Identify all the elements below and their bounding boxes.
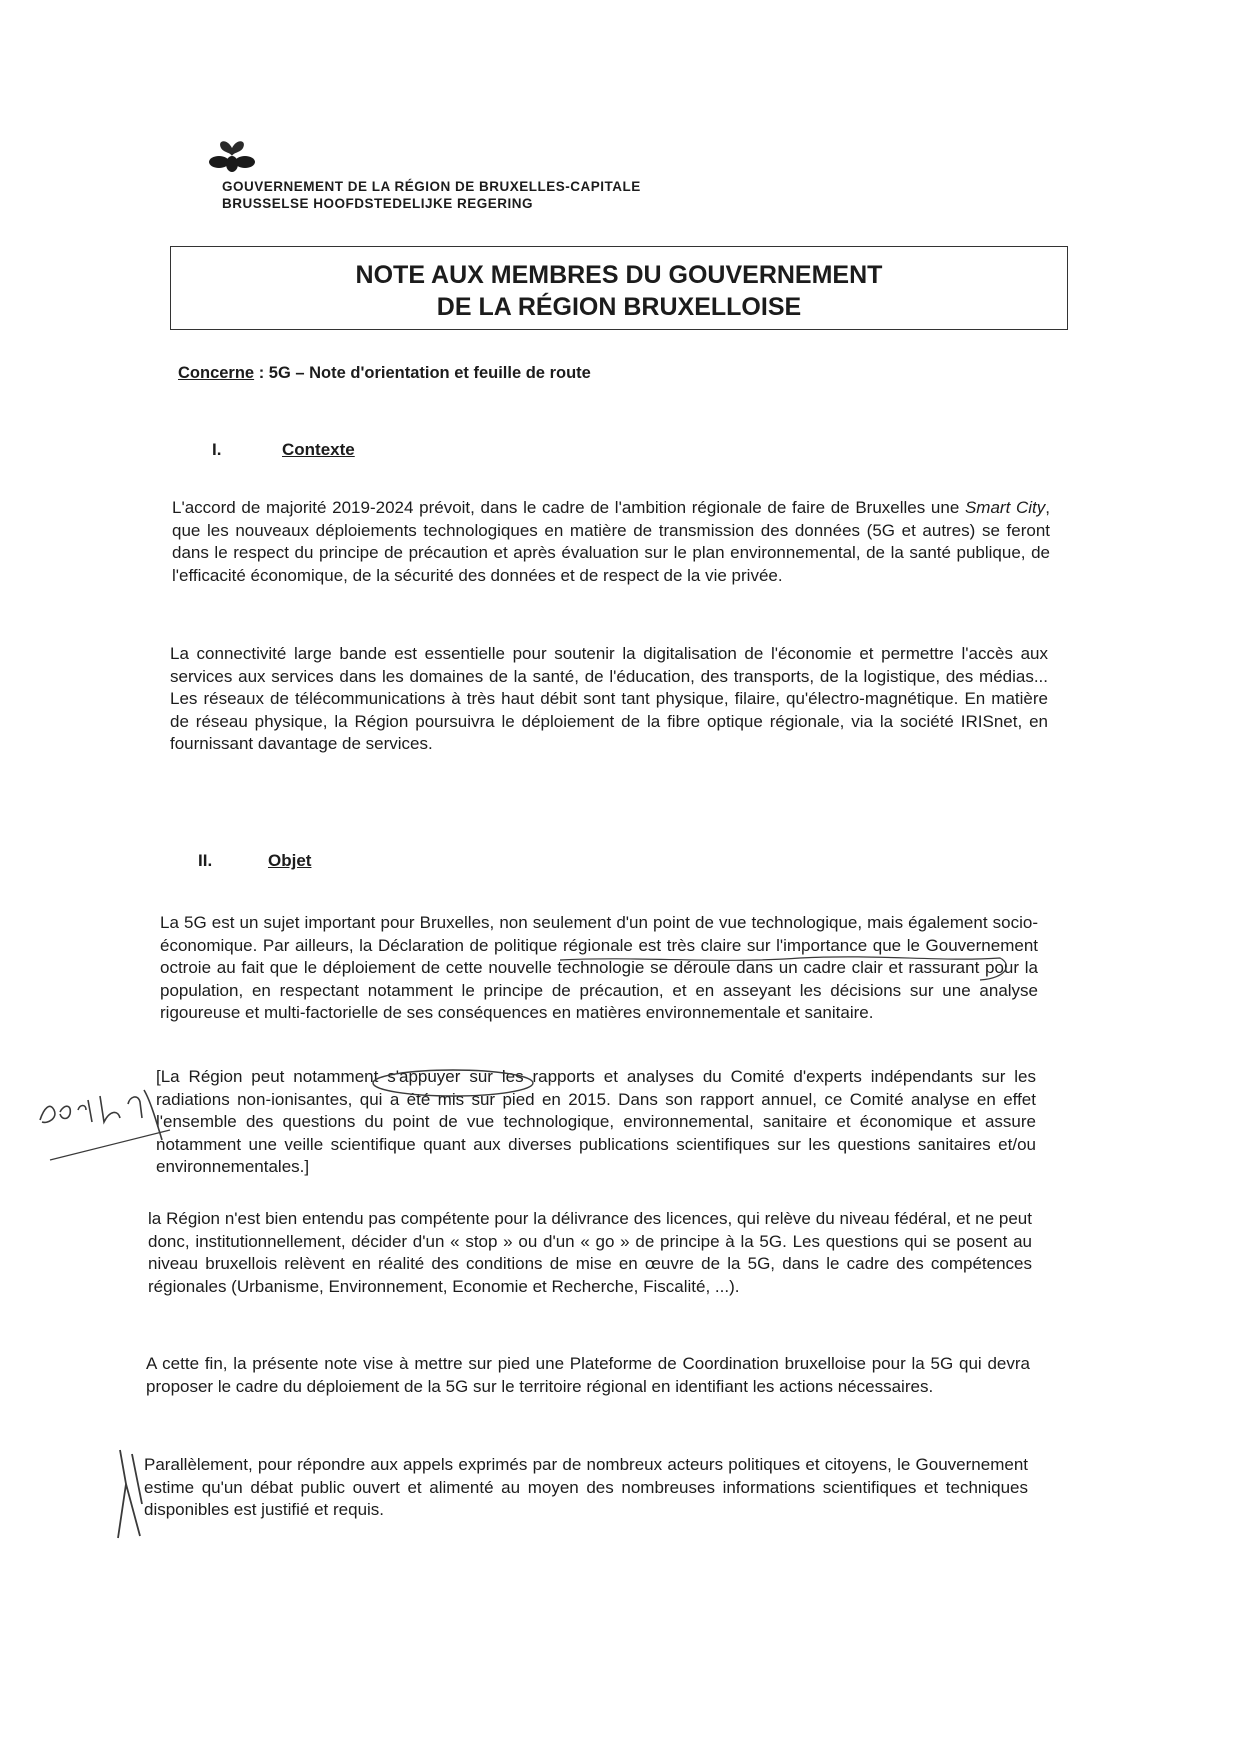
underline-stroke [560,950,1020,990]
gov-name-nl: BRUSSELSE HOOFDSTEDELIJKE REGERING [222,196,534,211]
paragraph-text: L'accord de majorité 2019-2024 prévoit, dans le cadre de l'ambition régionale de faire de Bruxelles une [172,498,965,517]
paragraph-object-2: [La Région peut notamment s'appuyer sur les rapports et analyses du Comité d'experts indépendants sur les radiations non-ionisantes, qui a été mis sur pied en 2015. Dans son rapport annuel, ce Comité analyse en effet l'ensemble des questions du point de vue technologique, environnemental, sanitaire et économique et assure notamment une veille scientifique quant aux diverses publications scientifiques sur les questions sanitaires et/ou environnementales.] [156,1067,1036,1176]
paragraph-context-2: La connectivité large bande est essentielle pour soutenir la digitalisation de l'économie et permettre l'accès aux services aux services dans les domaines de la santé, de l'éducation, des transports, de la logistique, des médias... Les réseaux de télécommunications à très haut débit sont tant physique, filaire, qu'électro-magnétique. En matière de réseau physique, la Région poursuivra le déploiement de la fibre optique régionale, via la société IRISnet, en fournissant davantage de services. [170,644,1048,753]
subject-line [178,364,591,383]
emphasized-text: Smart City [964,498,1046,517]
gov-name-fr: GOUVERNEMENT DE LA RÉGION DE BRUXELLES-CAPITALE [222,179,641,194]
government-header [222,178,641,212]
margin-bracket-mark [112,1444,152,1544]
iris-logo [207,138,257,176]
title-box [170,246,1068,330]
circled-word-appuyer [368,1066,538,1100]
section-heading-objet [198,851,311,871]
subject-label: Concerne [178,364,255,382]
section-number: I. [212,440,222,459]
section-title: Objet [268,851,312,870]
subject-text: : 5G – Note d'orientation et feuille de route [254,364,591,382]
paragraph-object-5: Parallèlement, pour répondre aux appels exprimés par de nombreux acteurs politiques et citoyens, le Gouvernement estime qu'un débat public ouvert et alimenté au moyen des nombreuses informations scientifiques et techniques disponibles est justifié et requis. [144,1455,1028,1519]
title-line-2: DE LA RÉGION BRUXELLOISE [436,293,802,321]
paragraph-object-3: la Région n'est bien entendu pas compétente pour la délivrance des licences, qui relève du niveau fédéral, et ne peut donc, institutionnellement, décider d'un « stop » ou d'un « go » de principe à la 5G. Les questions qui se posent au niveau bruxellois relèvent en réalité des conditions de mise en œuvre de la 5G, dans le cadre des compétences régionales (Urbanisme, Environnement, Economie et Recherche, Fiscalité, ...). [148,1209,1032,1296]
title-line-1: NOTE AUX MEMBRES DU GOUVERNEMENT [355,261,883,289]
paragraph-context-1 [172,497,1050,587]
paragraph-object-1: La 5G est un sujet important pour Bruxelles, non seulement d'un point de vue technologique, mais également socio-économique. Par ailleurs, la Déclaration de politique régionale est très claire sur l'importance que le Gouvernement octroie au fait que le déploiement de cette nouvelle technologie se déroule dans un cadre clair et rassurant pour la population, en respectant notamment le principe de précaution, et en asseyant les décisions sur une analyse rigoureuse et multi-factorielle de ses conséquences en matières environnementale et sanitaire. [160,913,1038,1022]
section-title: Contexte [282,440,355,459]
margin-handwriting [30,1060,180,1170]
section-heading-contexte [212,440,355,460]
paragraph-text: , que les nouveaux déploiements technologiques en matière de transmission des données (5G et autres) se feront dans le respect du principe de précaution et après évaluation sur le plan environnemental, de la santé publique, de l'efficacité économique, de la sécurité des données et de respect de la vie privée. [172,498,1050,585]
paragraph-object-4: A cette fin, la présente note vise à mettre sur pied une Plateforme de Coordination bruxelloise pour la 5G qui devra proposer le cadre du déploiement de la 5G sur le territoire régional en identifiant les actions nécessaires. [146,1354,1030,1396]
section-number: II. [198,851,213,870]
